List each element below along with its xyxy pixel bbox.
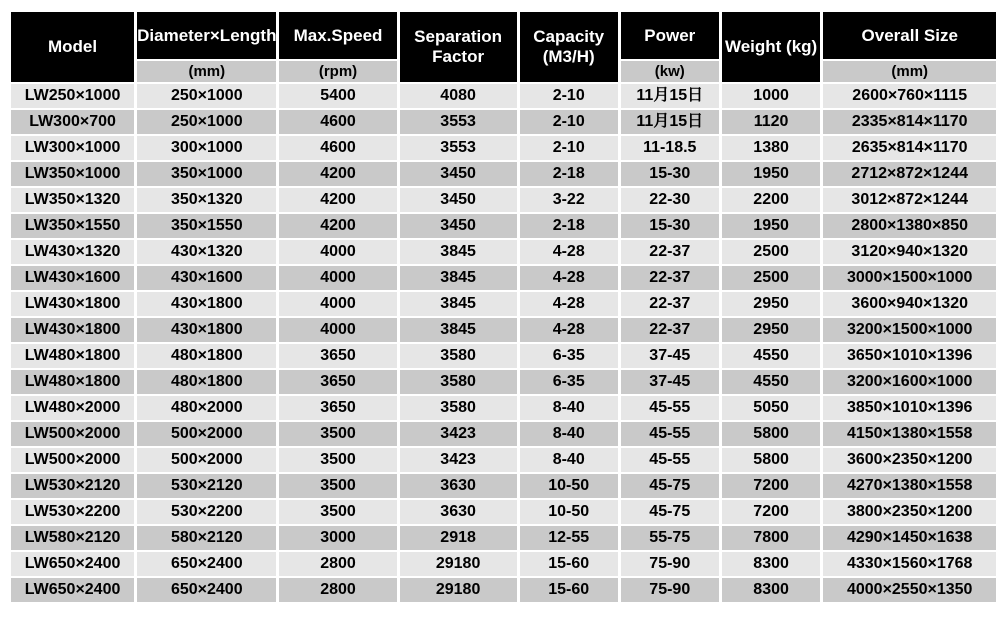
header-max-speed: Max.Speed	[279, 12, 396, 59]
model-cell: LW480×1800	[11, 344, 134, 368]
weight-cell: 8300	[722, 552, 821, 576]
overall-size-cell: 3000×1500×1000	[823, 266, 996, 290]
overall-size-cell: 2335×814×1170	[823, 110, 996, 134]
table-row	[11, 474, 996, 498]
power-cell: 22-37	[621, 292, 719, 316]
max-speed-cell: 4200	[279, 214, 396, 238]
diameter-length-cell: 480×2000	[137, 396, 276, 420]
weight-cell: 2500	[722, 240, 821, 264]
separation-factor-cell: 3845	[400, 318, 517, 342]
max-speed-cell: 4000	[279, 240, 396, 264]
power-cell: 45-75	[621, 474, 719, 498]
capacity-cell: 8-40	[520, 396, 618, 420]
weight-cell: 2950	[722, 292, 821, 316]
table-row	[11, 344, 996, 368]
overall-size-cell: 4290×1450×1638	[823, 526, 996, 550]
diameter-length-cell: 350×1320	[137, 188, 276, 212]
table-row	[11, 110, 996, 134]
table-row	[11, 422, 996, 446]
diameter-length-cell: 250×1000	[137, 84, 276, 108]
weight-cell: 7200	[722, 500, 821, 524]
max-speed-cell: 4600	[279, 110, 396, 134]
power-cell: 45-55	[621, 396, 719, 420]
capacity-cell: 4-28	[520, 240, 618, 264]
weight-cell: 7800	[722, 526, 821, 550]
table-row	[11, 240, 996, 264]
diameter-length-cell: 500×2000	[137, 422, 276, 446]
header-row	[11, 12, 996, 59]
separation-factor-cell: 3553	[400, 110, 517, 134]
model-cell: LW250×1000	[11, 84, 134, 108]
weight-cell: 1950	[722, 214, 821, 238]
separation-factor-cell: 3580	[400, 344, 517, 368]
max-speed-cell: 4000	[279, 318, 396, 342]
separation-factor-cell: 3580	[400, 370, 517, 394]
table-row	[11, 396, 996, 420]
model-cell: LW300×700	[11, 110, 134, 134]
power-cell: 15-30	[621, 162, 719, 186]
table-row	[11, 136, 996, 160]
separation-factor-cell: 29180	[400, 578, 517, 602]
separation-factor-cell: 3580	[400, 396, 517, 420]
overall-size-cell: 2712×872×1244	[823, 162, 996, 186]
overall-size-cell: 3200×1600×1000	[823, 370, 996, 394]
separation-factor-cell: 2918	[400, 526, 517, 550]
power-cell: 75-90	[621, 552, 719, 576]
unit-overall-size: (mm)	[823, 61, 996, 82]
weight-cell: 5800	[722, 448, 821, 472]
capacity-cell: 3-22	[520, 188, 618, 212]
capacity-cell: 4-28	[520, 266, 618, 290]
weight-cell: 4550	[722, 344, 821, 368]
power-cell: 55-75	[621, 526, 719, 550]
separation-factor-cell: 3450	[400, 162, 517, 186]
overall-size-cell: 4150×1380×1558	[823, 422, 996, 446]
model-cell: LW500×2000	[11, 448, 134, 472]
capacity-cell: 15-60	[520, 552, 618, 576]
model-cell: LW430×1320	[11, 240, 134, 264]
separation-factor-cell: 3845	[400, 240, 517, 264]
diameter-length-cell: 300×1000	[137, 136, 276, 160]
table-row	[11, 162, 996, 186]
model-cell: LW300×1000	[11, 136, 134, 160]
overall-size-cell: 3850×1010×1396	[823, 396, 996, 420]
header-capacity: Capacity (M3/H)	[520, 12, 618, 82]
model-cell: LW350×1550	[11, 214, 134, 238]
max-speed-cell: 3500	[279, 474, 396, 498]
separation-factor-cell: 3630	[400, 500, 517, 524]
separation-factor-cell: 3423	[400, 422, 517, 446]
overall-size-cell: 2800×1380×850	[823, 214, 996, 238]
table-row	[11, 578, 996, 602]
capacity-cell: 6-35	[520, 370, 618, 394]
max-speed-cell: 5400	[279, 84, 396, 108]
model-cell: LW500×2000	[11, 422, 134, 446]
capacity-cell: 6-35	[520, 344, 618, 368]
separation-factor-cell: 3553	[400, 136, 517, 160]
overall-size-cell: 3600×940×1320	[823, 292, 996, 316]
overall-size-cell: 2635×814×1170	[823, 136, 996, 160]
separation-factor-cell: 3630	[400, 474, 517, 498]
weight-cell: 4550	[722, 370, 821, 394]
max-speed-cell: 3650	[279, 344, 396, 368]
diameter-length-cell: 430×1600	[137, 266, 276, 290]
power-cell: 45-55	[621, 422, 719, 446]
model-cell: LW530×2200	[11, 500, 134, 524]
overall-size-cell: 3012×872×1244	[823, 188, 996, 212]
max-speed-cell: 2800	[279, 552, 396, 576]
max-speed-cell: 4200	[279, 188, 396, 212]
model-cell: LW350×1320	[11, 188, 134, 212]
capacity-cell: 2-10	[520, 136, 618, 160]
diameter-length-cell: 580×2120	[137, 526, 276, 550]
diameter-length-cell: 350×1000	[137, 162, 276, 186]
diameter-length-cell: 480×1800	[137, 370, 276, 394]
overall-size-cell: 3120×940×1320	[823, 240, 996, 264]
weight-cell: 2200	[722, 188, 821, 212]
max-speed-cell: 3500	[279, 422, 396, 446]
power-cell: 11月15日	[621, 84, 719, 108]
separation-factor-cell: 3450	[400, 188, 517, 212]
table-row	[11, 500, 996, 524]
header-overall-size: Overall Size	[823, 12, 996, 59]
overall-size-cell: 2600×760×1115	[823, 84, 996, 108]
weight-cell: 7200	[722, 474, 821, 498]
table-row	[11, 84, 996, 108]
max-speed-cell: 4000	[279, 292, 396, 316]
power-cell: 37-45	[621, 370, 719, 394]
max-speed-cell: 4200	[279, 162, 396, 186]
power-cell: 22-37	[621, 318, 719, 342]
diameter-length-cell: 530×2200	[137, 500, 276, 524]
model-cell: LW430×1600	[11, 266, 134, 290]
power-cell: 45-55	[621, 448, 719, 472]
header-diameter-length: Diameter×Length	[137, 12, 276, 59]
max-speed-cell: 3500	[279, 500, 396, 524]
diameter-length-cell: 430×1320	[137, 240, 276, 264]
diameter-length-cell: 500×2000	[137, 448, 276, 472]
max-speed-cell: 3650	[279, 396, 396, 420]
table-row	[11, 370, 996, 394]
weight-cell: 1380	[722, 136, 821, 160]
model-cell: LW580×2120	[11, 526, 134, 550]
capacity-cell: 2-18	[520, 214, 618, 238]
header-power: Power	[621, 12, 719, 59]
separation-factor-cell: 3450	[400, 214, 517, 238]
table-body	[11, 84, 996, 602]
max-speed-cell: 3000	[279, 526, 396, 550]
separation-factor-cell: 3845	[400, 292, 517, 316]
model-cell: LW480×2000	[11, 396, 134, 420]
table-row	[11, 214, 996, 238]
diameter-length-cell: 650×2400	[137, 552, 276, 576]
power-cell: 15-30	[621, 214, 719, 238]
unit-power: (kw)	[621, 61, 719, 82]
max-speed-cell: 4000	[279, 266, 396, 290]
capacity-cell: 8-40	[520, 448, 618, 472]
model-cell: LW350×1000	[11, 162, 134, 186]
overall-size-cell: 4330×1560×1768	[823, 552, 996, 576]
header-separation-factor: Separation Factor	[400, 12, 517, 82]
overall-size-cell: 3600×2350×1200	[823, 448, 996, 472]
model-cell: LW480×1800	[11, 370, 134, 394]
table-row	[11, 318, 996, 342]
overall-size-cell: 3800×2350×1200	[823, 500, 996, 524]
model-cell: LW530×2120	[11, 474, 134, 498]
power-cell: 22-37	[621, 266, 719, 290]
table-row	[11, 266, 996, 290]
capacity-cell: 4-28	[520, 318, 618, 342]
power-cell: 22-37	[621, 240, 719, 264]
capacity-cell: 12-55	[520, 526, 618, 550]
diameter-length-cell: 430×1800	[137, 292, 276, 316]
separation-factor-cell: 3423	[400, 448, 517, 472]
table-row	[11, 552, 996, 576]
capacity-cell: 2-18	[520, 162, 618, 186]
separation-factor-cell: 29180	[400, 552, 517, 576]
header-model: Model	[11, 12, 134, 82]
table-row	[11, 448, 996, 472]
spec-table	[8, 10, 999, 604]
weight-cell: 5050	[722, 396, 821, 420]
power-cell: 45-75	[621, 500, 719, 524]
overall-size-cell: 4000×2550×1350	[823, 578, 996, 602]
model-cell: LW650×2400	[11, 578, 134, 602]
capacity-cell: 2-10	[520, 84, 618, 108]
model-cell: LW430×1800	[11, 292, 134, 316]
weight-cell: 2950	[722, 318, 821, 342]
diameter-length-cell: 350×1550	[137, 214, 276, 238]
capacity-cell: 4-28	[520, 292, 618, 316]
weight-cell: 1120	[722, 110, 821, 134]
diameter-length-cell: 530×2120	[137, 474, 276, 498]
power-cell: 11-18.5	[621, 136, 719, 160]
capacity-cell: 15-60	[520, 578, 618, 602]
unit-max-speed: (rpm)	[279, 61, 396, 82]
max-speed-cell: 3650	[279, 370, 396, 394]
model-cell: LW430×1800	[11, 318, 134, 342]
weight-cell: 5800	[722, 422, 821, 446]
header-weight: Weight (kg)	[722, 12, 821, 82]
diameter-length-cell: 650×2400	[137, 578, 276, 602]
capacity-cell: 2-10	[520, 110, 618, 134]
table-row	[11, 526, 996, 550]
weight-cell: 1000	[722, 84, 821, 108]
diameter-length-cell: 250×1000	[137, 110, 276, 134]
separation-factor-cell: 4080	[400, 84, 517, 108]
overall-size-cell: 3650×1010×1396	[823, 344, 996, 368]
max-speed-cell: 2800	[279, 578, 396, 602]
weight-cell: 8300	[722, 578, 821, 602]
model-cell: LW650×2400	[11, 552, 134, 576]
table-row	[11, 292, 996, 316]
power-cell: 11月15日	[621, 110, 719, 134]
overall-size-cell: 4270×1380×1558	[823, 474, 996, 498]
capacity-cell: 8-40	[520, 422, 618, 446]
power-cell: 22-30	[621, 188, 719, 212]
unit-diameter-length: (mm)	[137, 61, 276, 82]
power-cell: 37-45	[621, 344, 719, 368]
diameter-length-cell: 480×1800	[137, 344, 276, 368]
overall-size-cell: 3200×1500×1000	[823, 318, 996, 342]
max-speed-cell: 4600	[279, 136, 396, 160]
power-cell: 75-90	[621, 578, 719, 602]
max-speed-cell: 3500	[279, 448, 396, 472]
weight-cell: 1950	[722, 162, 821, 186]
diameter-length-cell: 430×1800	[137, 318, 276, 342]
separation-factor-cell: 3845	[400, 266, 517, 290]
capacity-cell: 10-50	[520, 474, 618, 498]
weight-cell: 2500	[722, 266, 821, 290]
table-row	[11, 188, 996, 212]
capacity-cell: 10-50	[520, 500, 618, 524]
